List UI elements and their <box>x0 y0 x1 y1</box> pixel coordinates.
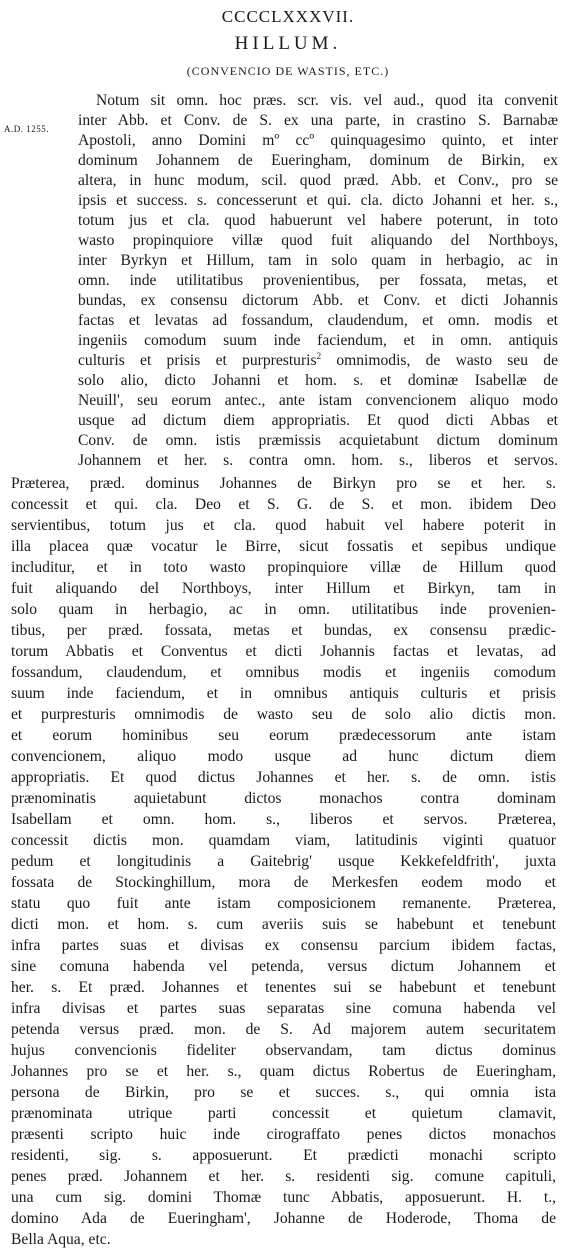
text-line: ipsis et success. s. concesserunt et qui. cla. dicto Johanni et her. s., <box>78 192 558 209</box>
text-line: inter Byrkyn et Hillum, tam in solo quam in herbagio, ac in <box>78 252 558 269</box>
charter-subtitle: (CONVENCIO DE WASTIS, ETC.) <box>186 64 390 78</box>
text-line: Bella Aqua, etc. <box>11 1231 111 1248</box>
text-line: petenda versus præd. mon. de S. Ad majorem autem securitatem <box>11 1021 556 1038</box>
text-line: Apostoli, anno Domini mº ccº quinquagesimo quinto, et inter <box>78 132 558 149</box>
text-line: dominum Johannem de Eueringham, dominum de Birkin, ex <box>78 152 558 169</box>
text-line: omn. inde utilitatibus provenientibus, per fossata, metas, et <box>78 272 558 289</box>
text-line: her. s. Et præd. Johannes et tenentes sui se habebunt et tenebunt <box>11 979 556 996</box>
text-line: solo quam in herbagio, ac in omn. utilitatibus inde provenien- <box>11 601 556 618</box>
text-line: illa placea quæ vocatur le Birre, sicut fossatis et sepibus undique <box>11 538 556 555</box>
text-line: residenti, sig. s. apposuerunt. Et prædicti monachi scripto <box>11 1147 556 1164</box>
text-line-with-footnote <box>78 351 558 371</box>
text-line: præsenti scripto huic inde cirograffato penes dictos monachos <box>11 1126 556 1143</box>
text-line: solo alio, dicto Johanni et hom. s. et dominæ Isabellæ de <box>78 372 558 389</box>
text-line: suum inde faciendum, et in omnibus antiquis culturis et prisis <box>11 685 556 702</box>
text-line: torum Abbatis et Conventus et dicti Johannis factas et levatas, ad <box>11 643 556 660</box>
text-line: servientibus, totum jus et cla. quod habuit vel habere poterit in <box>11 517 556 534</box>
text-line: usque ad dictum diem appropriatis. Et quod dicti Abbas et <box>78 412 558 429</box>
text-line: et eorum hominibus seu eorum prædecessorum ante istam <box>11 727 556 744</box>
text-line: fossandum, claudendum, et omnibus modis et ingeniis comodum <box>11 664 556 681</box>
text-line: prænominatis aquietabunt dictos monachos contra dominam <box>11 790 556 807</box>
text-line: Neuill', seu eorum antec., ante istam convencionem aliquo modo <box>78 392 558 409</box>
text-line: totum jus et cla. quod habuerunt vel habere poterunt, in toto <box>78 212 558 229</box>
text-line: Isabellam et omn. hom. s., liberos et servos. Præterea, <box>11 811 556 828</box>
text-line: fossata de Stockinghillum, mora de Merkesfen eodem modo et <box>11 874 556 891</box>
text-line: factas et levatas ad fossandum, claudendum, et omn. modis et <box>78 312 558 329</box>
text-line: concessit et qui. cla. Deo et S. G. de S. et mon. ibidem Deo <box>11 496 556 513</box>
text-line: bundas, ex consensu dictorum Abb. et Conv. et dicti Johannis <box>78 292 558 309</box>
text-line: persona de Birkin, pro se et succes. s., qui omnia ista <box>11 1084 556 1101</box>
text-line: sine comuna habenda vel petenda, versus dictum Johannem et <box>11 958 556 975</box>
text-line: pedum et longitudinis a Gaitebrig' usque Kekkefeldfrith', juxta <box>11 853 556 870</box>
text-line: domino Ada de Eueringham', Johanne de Hoderode, Thoma de <box>11 1210 556 1227</box>
text-line: Conv. de omn. istis præmissis acquietabunt dictum dominum <box>78 432 558 449</box>
text-line: statu quo fuit ante istam composicionem remanente. Præterea, <box>11 895 556 912</box>
charter-title: HILLUM. <box>234 33 342 54</box>
text-line: concessit dictis mon. quamdam viam, latitudinis viginti quatuor <box>11 832 556 849</box>
charter-number: CCCCLXXXVII. <box>221 7 355 26</box>
text-line: wasto propinquiore villæ quod fuit aliquando del Northboys, <box>78 232 558 249</box>
text-line: Johannem et her. s. contra omn. hom. s., liberos et servos. <box>78 452 558 469</box>
text-segment: omnimodis, de wasto seu de <box>336 352 558 369</box>
text-line: prænominata utrique parti concessit et quietum clamavit, <box>11 1105 556 1122</box>
text-line: convencionem, aliquo modo usque ad hunc dictum diem <box>11 748 556 765</box>
text-line: altera, in hunc modum, scil. quod præd. Abb. et Conv., pro se <box>78 172 558 189</box>
text-line: Notum sit omn. hoc præs. scr. vis. vel aud., quod ita convenit <box>96 92 558 109</box>
footnote-marker: 2 <box>316 351 322 361</box>
text-line: infra partes suas et divisas ex consensu parcium ibidem factas, <box>11 937 556 954</box>
text-line: et purpresturis omnimodis de wasto seu de solo alio dictis mon. <box>11 706 556 723</box>
text-line: ingeniis comodum suum inde faciendum, et in omn. antiquis <box>78 332 558 349</box>
text-line: inter Abb. et Conv. de S. ex una parte, in crastino S. Barnabæ <box>78 112 558 129</box>
text-segment: culturis et prisis et purpresturis <box>78 352 317 369</box>
text-line: una cum sig. domini Thomæ tunc Abbatis, apposuerunt. H. t., <box>11 1189 556 1206</box>
text-line: Johannes pro se et her. s., quam dictus Robertus de Eueringham, <box>11 1063 556 1080</box>
text-line: hujus convencionis fideliter observandam, tam dictus dominus <box>11 1042 556 1059</box>
text-line: infra divisas et partes suas separatas sine comuna habenda vel <box>11 1000 556 1017</box>
text-line: includitur, et in toto wasto propinquiore villæ de Hillum quod <box>11 559 556 576</box>
text-line: penes præd. Johannem et her. s. residenti sig. comune capituli, <box>11 1168 556 1185</box>
margin-date-note: A.D. 1255. <box>4 124 49 134</box>
text-line: Præterea, præd. dominus Johannes de Birkyn pro se et her. s. <box>11 475 556 492</box>
text-line: dicti mon. et hom. s. cum averiis suis se habebunt et tenebunt <box>11 916 556 933</box>
text-line: fuit aliquando del Northboys, inter Hillum et Birkyn, tam in <box>11 580 556 597</box>
text-line: appropriatis. Et quod dictus Johannes et her. s. de omn. istis <box>11 769 556 786</box>
text-line: tibus, per præd. fossata, metas et bundas, ex consensu prædic- <box>11 622 556 639</box>
